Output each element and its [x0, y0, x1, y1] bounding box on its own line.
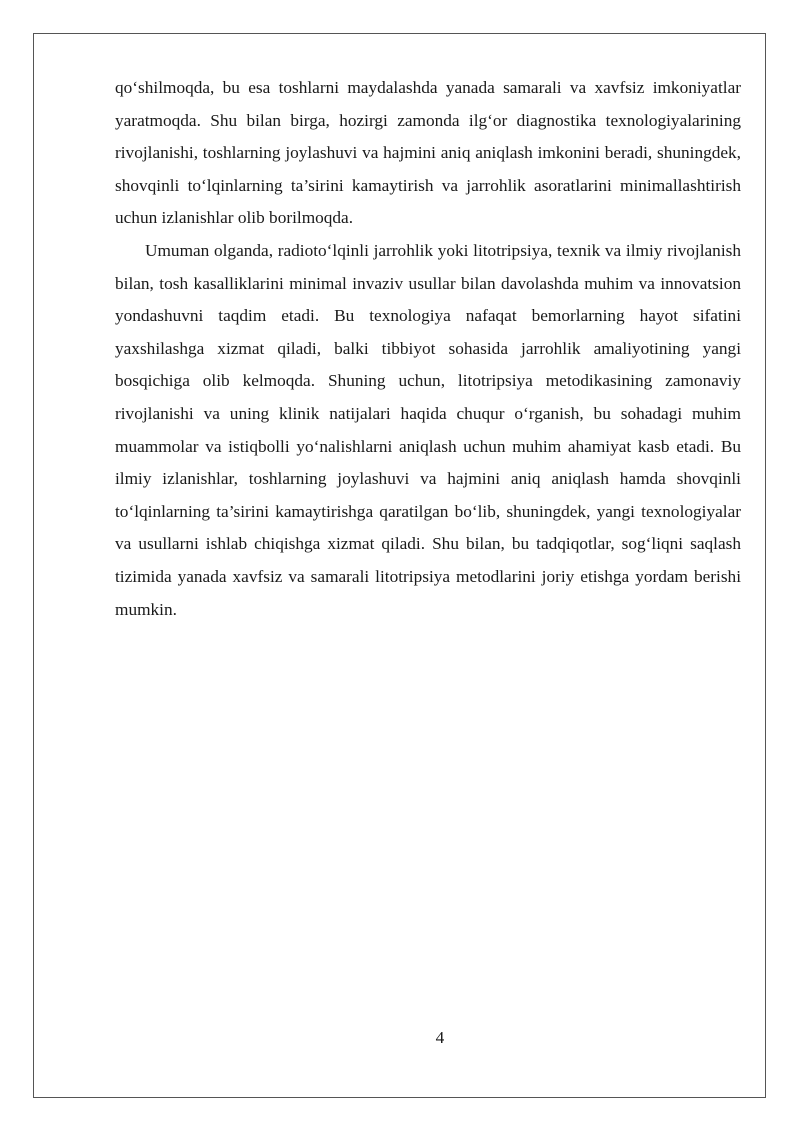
paragraph-conclusion: Umuman olganda, radioto‘lqinli jarrohlik yoki litotripsiya, texnik va ilmiy rivojlanish bilan, tosh kasalliklarini minimal invaziv usullar bilan davolashda muhim va innovatsion yondashuvni taqdim etadi. Bu texnologiya nafaqat bemorlarning hayot sifatini yaxshilashga xizmat qiladi, balki tibbiyot sohasida jarrohlik amaliyotining yangi bosqichiga olib kelmoqda. Shuning uchun, litotripsiya metodikasining zamonaviy rivojlanishi va uning klinik natijalari haqida chuqur o‘rganish, bu sohadagi muhim muammolar va istiqbolli yo‘nalishlarni aniqlash uchun muhim ahamiyat kasb etadi. Bu ilmiy izlanishlar, toshlarning joylashuvi va hajmini aniq aniqlash hamda shovqinli to‘lqinlarning ta’sirini kamaytirishga qaratilgan bo‘lib, shuningdek, yangi texnologiyalar va usullarni ishlab chiqishga xizmat qiladi. Shu bilan, bu tadqiqotlar, sog‘liqni saqlash tizimida yanada xavfsiz va samarali litotripsiya metodlarini joriy etishga yordam berishi mumkin.	[115, 240, 741, 619]
paragraph-continuation: qo‘shilmoqda, bu esa toshlarni maydalashda yanada samarali va xavfsiz imkoniyatlar yaratmoqda. Shu bilan birga, hozirgi zamonda ilg‘or diagnostika texnologiyalarining rivojlanishi, toshlarning joylashuvi va hajmini aniq aniqlash imkonini beradi, shuningdek, shovqinli to‘lqinlarning ta’sirini kamaytirish va jarrohlik asoratlarini minimallashtirish uchun izlanishlar olib borilmoqda.	[115, 78, 741, 228]
body-text	[115, 72, 741, 626]
page-number: 4	[435, 1028, 445, 1047]
